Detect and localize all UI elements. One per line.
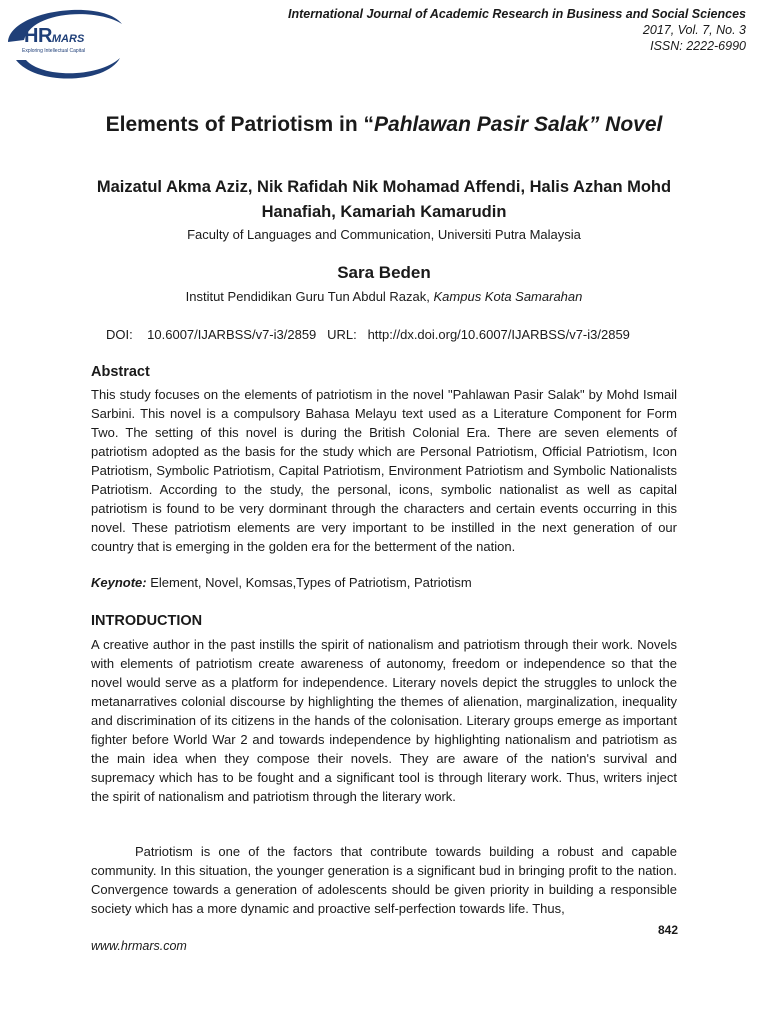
footer-website: www.hrmars.com <box>91 939 187 953</box>
author-secondary: Sara Beden <box>337 263 431 282</box>
journal-name: International Journal of Academic Research in Business and Social Sciences <box>287 7 746 21</box>
journal-issn: ISSN: 2222-6990 <box>650 39 746 53</box>
abstract-heading: Abstract <box>91 364 150 380</box>
introduction-heading: INTRODUCTION <box>91 613 203 629</box>
logo-tagline: Exploring Intellectual Capital <box>22 48 86 54</box>
affiliation-primary: Faculty of Languages and Communication, Universiti Putra Malaysia <box>187 227 581 242</box>
page-number: 842 <box>657 923 678 937</box>
affiliation-secondary: Institut Pendidikan Guru Tun Abdul Razak, Kampus Kota Samarahan <box>185 289 583 304</box>
logo-wordmark: HRMARS <box>24 25 85 47</box>
journal-header <box>288 6 746 54</box>
introduction-paragraph-2: Patriotism is one of the factors that contribute towards building a robust and capable community. In this situation, the younger generation is a significant bud in bringing profit to the nation. Convergence towards a generation of adolescents should be given priority in building a responsible society which has a more dynamic and proactive self-perfection towards life. Thus, <box>91 844 677 916</box>
keynote-line: Keynote: Element, Novel, Komsas,Types of Patriotism, Patriotism <box>91 575 472 590</box>
hrmars-logo <box>2 2 130 84</box>
abstract-text: This study focuses on the elements of patriotism in the novel "Pahlawan Pasir Salak" by Mohd Ismail Sarbini. This novel is a compulsory Bahasa Melayu text used as a Literature Component for Form Two. The setting of this novel is during the British Colonial Era. There are seven elements of patriotism adopted as the basis for the study which are Personal Patriotism, Official Patriotism, Icon Patriotism, Symbolic Patriotism, Capital Patriotism, Environment Patriotism and Symbolic Nationalists Patriotism. According to the study, the personal, icons, symbolic nationalist as well as capital patriotism is found to be very dorminant through the characters and certain events occurring in this novel. These patriotism elements are very important to be instilled in the next generation of our country that is emerging in the golden era for the betterment of the nation. <box>91 387 677 554</box>
doi-url-line: DOI: 10.6007/IJARBSS/v7-i3/2859 URL: http://dx.doi.org/10.6007/IJARBSS/v7-i3/2859 <box>106 327 630 342</box>
paper-title: Elements of Patriotism in “Pahlawan Pasir Salak” Novel <box>105 113 663 136</box>
journal-issue: 2017, Vol. 7, No. 3 <box>642 23 746 37</box>
introduction-paragraph-1: A creative author in the past instills the spirit of nationalism and patriotism through their work. Novels with elements of patriotism create awareness of autonomy, freedom or independence so that the novel would serve as a platform for independence. Literary novels depict the struggles to unlock the metanarratives colonial discourse by highlighting the themes of alienation, marginalization, inequality and discrimination of its citizens in the hands of the colonisation. Literary groups emerge as important fighter before World War 2 and towards independence by highlighting nationalism and patriotism as the main idea when they compose their novels. They are aware of the nation's survival and supremacy which has to be fought and a significant tool is through literary work. Thus, writers inject the spirit of nationalism and patriotism through the literary work. <box>91 637 677 804</box>
author-list: Maizatul Akma Aziz, Nik Rafidah Nik Mohamad Affendi, Halis Azhan Mohd Hanafiah, Kamariah Kamarudin <box>96 178 672 221</box>
